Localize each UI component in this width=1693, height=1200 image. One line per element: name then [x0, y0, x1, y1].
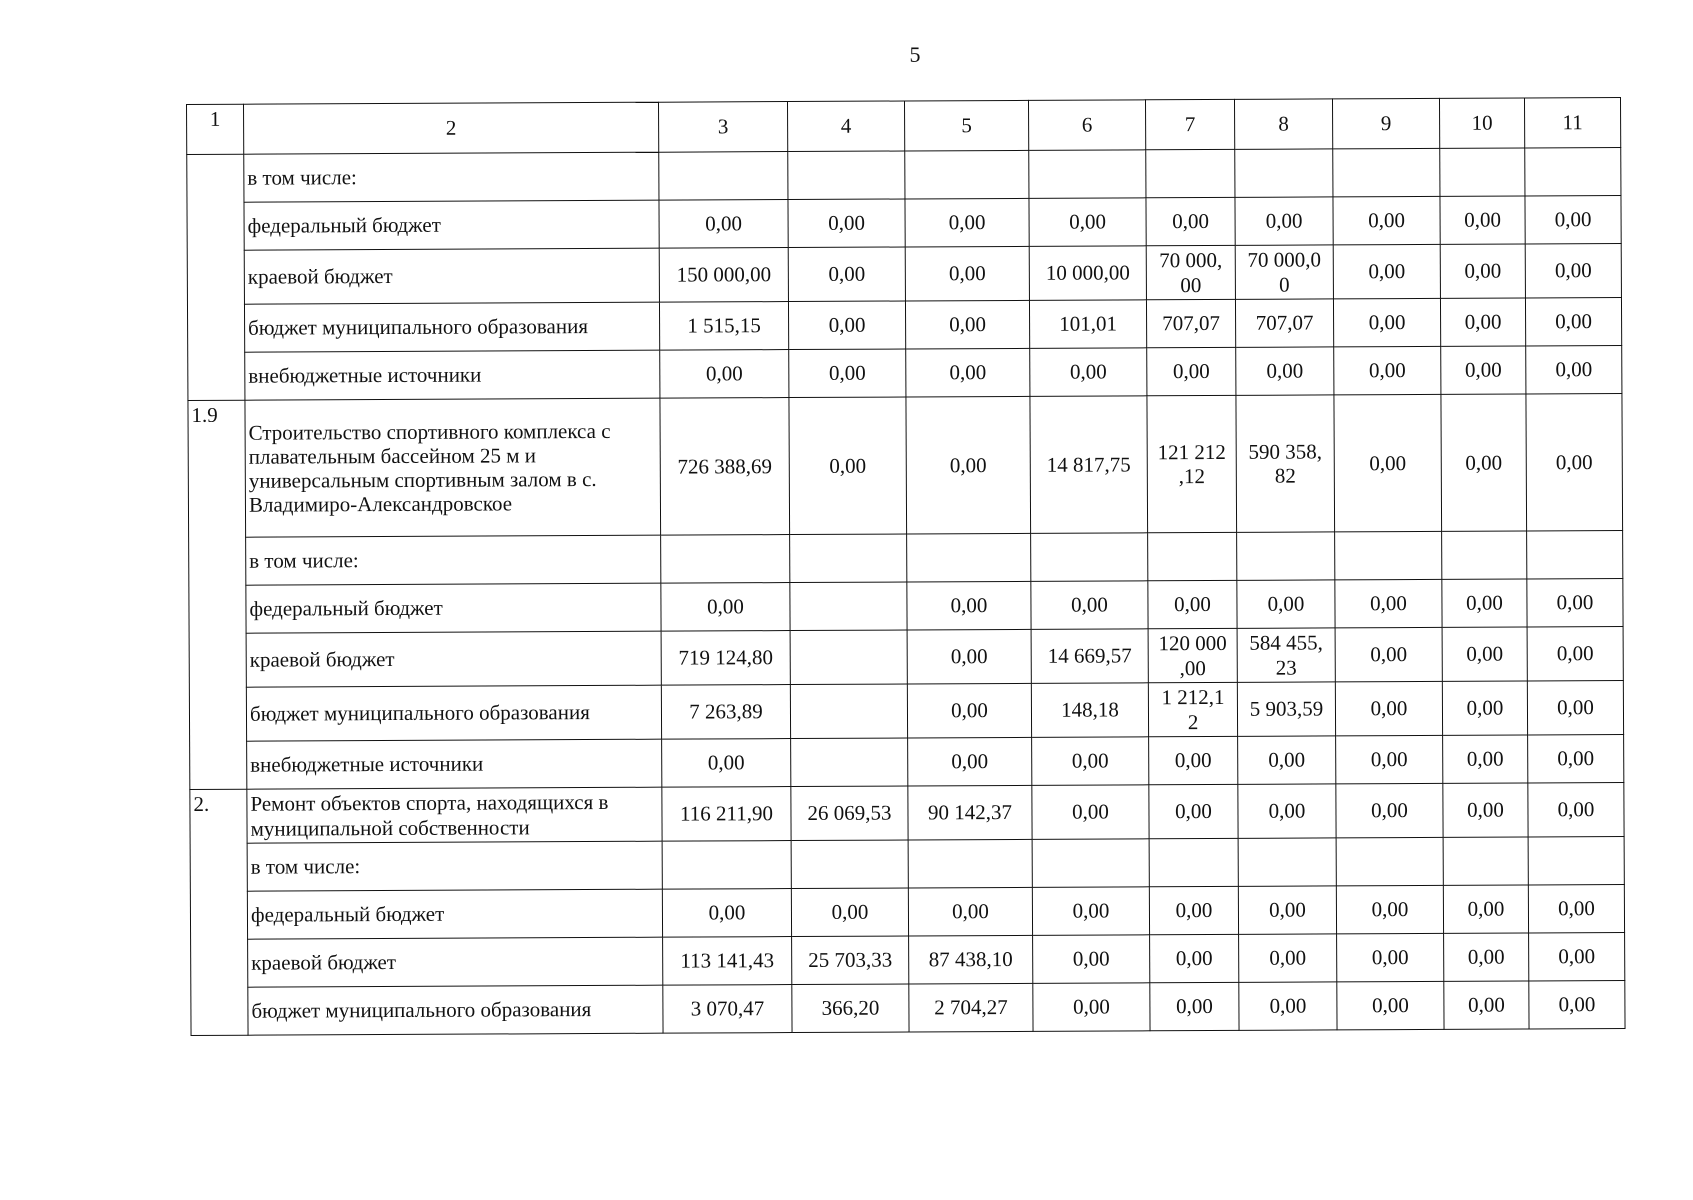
value-cell	[1440, 148, 1525, 196]
value-cell: 0,00	[789, 349, 906, 398]
value-cell: 0,00	[1033, 983, 1150, 1032]
value-cell	[1237, 532, 1335, 580]
table-row	[189, 680, 1623, 741]
value-cell: 116 211,90	[662, 787, 791, 842]
value-cell: 0,00	[1337, 981, 1444, 1030]
value-cell: 0,00	[1239, 934, 1337, 982]
table-row	[190, 884, 1624, 939]
value-cell	[790, 534, 907, 583]
value-cell: 0,00	[1333, 298, 1440, 347]
row-label: внебюджетные источники	[247, 739, 662, 789]
value-cell: 0,00	[1528, 782, 1624, 836]
table-row	[187, 195, 1621, 250]
value-cell: 0,00	[1441, 346, 1526, 394]
value-cell	[1146, 149, 1235, 197]
value-cell: 726 388,69	[660, 398, 790, 536]
value-cell	[1527, 530, 1623, 578]
value-cell	[791, 840, 908, 889]
value-cell: 70 000,0 0	[1235, 245, 1333, 299]
value-cell: 87 438,10	[909, 935, 1033, 984]
value-cell: 0,00	[906, 348, 1030, 397]
value-cell	[1528, 836, 1624, 884]
header-cell: 5	[904, 100, 1028, 151]
value-cell: 0,00	[1238, 736, 1336, 784]
value-cell: 0,00	[1334, 346, 1441, 395]
value-cell	[659, 152, 788, 201]
value-cell: 0,00	[1150, 982, 1239, 1030]
value-cell: 150 000,00	[659, 248, 788, 303]
value-cell: 366,20	[792, 984, 909, 1033]
value-cell: 0,00	[1150, 934, 1239, 982]
value-cell: 0,00	[1525, 195, 1621, 243]
value-cell: 719 124,80	[661, 631, 790, 686]
value-cell: 0,00	[905, 198, 1029, 247]
value-cell: 0,00	[905, 300, 1029, 349]
value-cell: 0,00	[1237, 580, 1335, 628]
value-cell: 25 703,33	[792, 936, 909, 985]
value-cell	[908, 839, 1032, 888]
value-cell	[1032, 839, 1149, 888]
row-label: Строительство спортивного комплекса с плавательным бассейном 25 м и универсальным спортивным залом в с. Владимиро-Александровское	[245, 398, 661, 537]
value-cell: 101,01	[1029, 300, 1146, 349]
item-number: 1.9	[188, 400, 247, 789]
value-cell: 0,00	[1525, 297, 1621, 345]
value-cell: 148,18	[1031, 683, 1148, 738]
value-cell: 3 070,47	[663, 985, 792, 1034]
row-label: внебюджетные источники	[245, 350, 660, 400]
value-cell: 0,00	[788, 301, 905, 350]
value-cell: 0,00	[1440, 298, 1525, 346]
value-cell: 0,00	[1440, 196, 1525, 244]
value-cell: 14 669,57	[1031, 629, 1148, 684]
row-label: в том числе:	[244, 152, 659, 202]
row-label: краевой бюджет	[248, 937, 663, 987]
header-cell: 6	[1028, 100, 1145, 151]
row-label: бюджет муниципального образования	[248, 985, 663, 1035]
value-cell	[662, 841, 791, 890]
header-cell: 10	[1439, 98, 1524, 148]
value-cell: 0,00	[1335, 681, 1442, 736]
value-cell: 0,00	[1149, 886, 1238, 934]
value-cell: 0,00	[788, 247, 905, 302]
value-cell	[1148, 532, 1237, 580]
value-cell: 0,00	[1146, 197, 1235, 245]
value-cell: 0,00	[1149, 784, 1238, 838]
value-cell: 0,00	[1527, 626, 1623, 680]
value-cell	[1333, 148, 1440, 197]
value-cell	[1336, 837, 1443, 886]
value-cell	[1525, 147, 1621, 195]
table-row	[189, 626, 1623, 687]
value-cell	[790, 582, 907, 631]
value-cell: 0,00	[1528, 734, 1624, 782]
value-cell: 0,00	[1336, 885, 1443, 934]
value-cell: 26 069,53	[791, 786, 908, 841]
value-cell: 0,00	[1238, 784, 1336, 838]
value-cell: 0,00	[1525, 243, 1621, 297]
header-row	[187, 97, 1621, 154]
value-cell: 0,00	[1334, 394, 1442, 532]
value-cell	[907, 533, 1031, 582]
table-row	[188, 393, 1623, 537]
value-cell	[1235, 149, 1333, 197]
value-cell: 0,00	[1032, 737, 1149, 786]
value-cell: 0,00	[661, 583, 790, 632]
value-cell	[1443, 837, 1528, 885]
value-cell: 7 263,89	[661, 685, 790, 740]
row-label: Ремонт объектов спорта, находящихся в муниципальной собственности	[247, 787, 662, 843]
value-cell: 0,00	[1529, 980, 1625, 1028]
value-cell: 2 704,27	[909, 983, 1033, 1032]
table-row	[189, 578, 1623, 633]
value-cell: 5 903,59	[1237, 682, 1335, 736]
value-cell: 0,00	[1333, 244, 1440, 299]
value-cell	[1335, 531, 1442, 580]
value-cell: 0,00	[1147, 347, 1236, 395]
value-cell: 0,00	[1529, 932, 1625, 980]
item-number	[187, 154, 245, 400]
item-number: 2.	[190, 789, 248, 1035]
table-row	[187, 243, 1621, 304]
value-cell: 0,00	[1032, 887, 1149, 936]
value-cell: 0,00	[1443, 735, 1528, 783]
value-cell: 0,00	[1442, 627, 1527, 681]
header-cell: 2	[244, 102, 659, 154]
value-cell: 0,00	[1335, 627, 1442, 682]
value-cell: 1 212,1 2	[1148, 682, 1237, 736]
value-cell: 0,00	[1238, 886, 1336, 934]
value-cell: 0,00	[1333, 196, 1440, 245]
value-cell: 0,00	[1442, 681, 1527, 735]
value-cell: 0,00	[1148, 580, 1237, 628]
header-cell: 8	[1234, 99, 1332, 149]
value-cell: 0,00	[1444, 933, 1529, 981]
value-cell: 0,00	[662, 889, 791, 938]
value-cell	[1149, 838, 1238, 886]
value-cell: 0,00	[1441, 394, 1527, 531]
value-cell: 0,00	[660, 350, 789, 399]
value-cell: 0,00	[1336, 783, 1443, 838]
row-label: в том числе:	[247, 841, 662, 891]
value-cell: 0,00	[1032, 785, 1149, 840]
value-cell: 0,00	[907, 581, 1031, 630]
value-cell: 0,00	[1443, 783, 1528, 837]
value-cell: 0,00	[659, 200, 788, 249]
row-label: федеральный бюджет	[244, 200, 659, 250]
value-cell: 0,00	[1235, 197, 1333, 245]
value-cell: 0,00	[1239, 982, 1337, 1030]
value-cell: 70 000, 00	[1146, 245, 1235, 299]
value-cell: 121 212 ,12	[1147, 395, 1237, 532]
table-row	[191, 980, 1625, 1035]
value-cell: 0,00	[908, 737, 1032, 786]
value-cell: 0,00	[1440, 244, 1525, 298]
value-cell: 0,00	[1527, 578, 1623, 626]
value-cell: 0,00	[1335, 579, 1442, 628]
table-row	[189, 530, 1623, 585]
value-cell: 0,00	[907, 683, 1031, 738]
value-cell	[790, 630, 907, 685]
value-cell: 0,00	[1030, 348, 1147, 397]
value-cell: 590 358, 82	[1236, 395, 1335, 532]
value-cell	[791, 738, 908, 787]
value-cell: 113 141,43	[663, 937, 792, 986]
row-label: в том числе:	[246, 535, 661, 585]
value-cell: 0,00	[1444, 981, 1529, 1029]
value-cell: 14 817,75	[1030, 396, 1148, 534]
value-cell	[1442, 531, 1527, 579]
value-cell: 0,00	[1527, 680, 1623, 734]
value-cell: 0,00	[789, 397, 907, 535]
row-label: краевой бюджет	[246, 631, 661, 687]
value-cell: 707,07	[1146, 299, 1235, 347]
value-cell: 120 000 ,00	[1148, 628, 1237, 682]
value-cell	[1029, 150, 1146, 199]
value-cell: 0,00	[1442, 579, 1527, 627]
value-cell: 0,00	[1031, 581, 1148, 630]
value-cell: 0,00	[907, 629, 1031, 684]
header-cell: 4	[787, 101, 904, 152]
value-cell: 0,00	[905, 246, 1029, 301]
table-row	[188, 345, 1622, 400]
budget-table	[186, 97, 1626, 1036]
value-cell: 0,00	[1029, 198, 1146, 247]
table-row	[190, 734, 1624, 789]
value-cell: 0,00	[1528, 884, 1624, 932]
value-cell: 0,00	[1337, 933, 1444, 982]
value-cell	[790, 684, 907, 739]
value-cell: 0,00	[791, 888, 908, 937]
value-cell: 90 142,37	[908, 785, 1032, 840]
table-row	[191, 932, 1625, 987]
header-cell: 7	[1145, 99, 1234, 149]
table-row	[187, 297, 1621, 352]
header-cell: 1	[187, 104, 244, 154]
row-label: краевой бюджет	[244, 248, 659, 304]
table-row	[190, 782, 1624, 843]
value-cell: 0,00	[908, 887, 1032, 936]
header-cell: 3	[658, 102, 787, 153]
value-cell: 0,00	[1336, 735, 1443, 784]
header-cell: 11	[1524, 97, 1620, 147]
row-label: бюджет муниципального образования	[244, 302, 659, 352]
value-cell	[905, 150, 1029, 199]
value-cell	[788, 151, 905, 200]
value-cell: 0,00	[906, 396, 1031, 534]
row-label: федеральный бюджет	[246, 583, 661, 633]
value-cell: 0,00	[1033, 935, 1150, 984]
value-cell: 0,00	[662, 739, 791, 788]
row-label: федеральный бюджет	[247, 889, 662, 939]
value-cell: 0,00	[1526, 393, 1623, 530]
value-cell: 0,00	[788, 199, 905, 248]
value-cell: 0,00	[1236, 347, 1334, 395]
header-cell: 9	[1332, 98, 1439, 149]
page-number: 5	[909, 42, 921, 67]
value-cell: 0,00	[1443, 885, 1528, 933]
row-label: бюджет муниципального образования	[246, 685, 661, 741]
value-cell: 0,00	[1526, 345, 1622, 393]
table-row	[187, 147, 1621, 202]
value-cell	[661, 535, 790, 584]
value-cell	[1238, 838, 1336, 886]
value-cell: 1 515,15	[659, 302, 788, 351]
value-cell: 0,00	[1149, 736, 1238, 784]
value-cell: 10 000,00	[1029, 246, 1146, 301]
value-cell	[1031, 533, 1148, 582]
table-row	[190, 836, 1624, 891]
value-cell: 707,07	[1235, 299, 1333, 347]
value-cell: 584 455, 23	[1237, 628, 1335, 682]
